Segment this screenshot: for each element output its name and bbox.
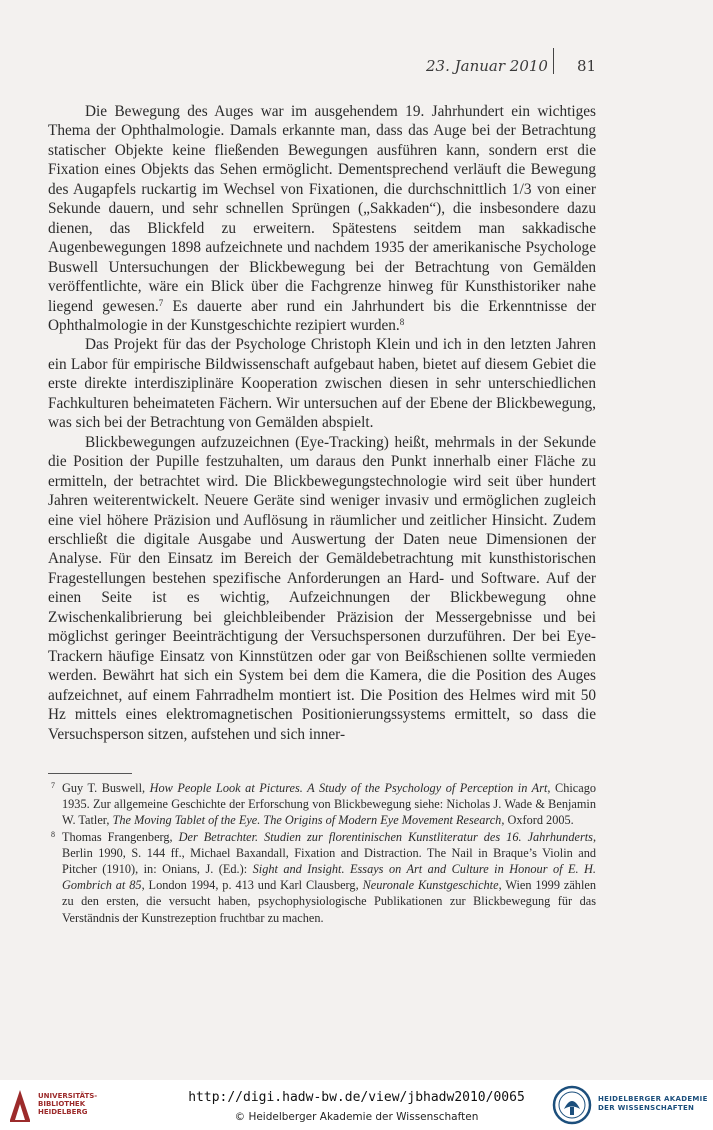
- footnotes: [48, 780, 596, 926]
- footnote-number: 8: [51, 829, 55, 839]
- footnote-8: 8 Thomas Frangenberg, Der Betrachter. Studien zur florentinischen Kunstliteratur des 16. Jahrhunderts, Berlin 1990, S. 144 ff., Michael Baxandall, Fixation and Distraction. The Nail in Braque’s Violin and Pitcher (1910), in: Onians, J. (Ed.): Sight and Insight. Essays on Art and Culture in Honour of E. H. Gombrich at 85, London 1994, p. 413 und Karl Clausberg, Neuronale Kunstgeschichte, Wien 1999 zählen zu den ersten, die versucht haben, psychophysiologische Publikationen zur Blickbewegung für das Verständnis der Kunstrezeption fruchtbar zu machen.: [48, 829, 596, 926]
- header-divider: [553, 48, 554, 74]
- footnote-separator: [48, 773, 132, 774]
- paragraph-2: Das Projekt für das der Psychologe Christoph Klein und ich in den letzten Jahren ein Labor für empirische Bildwissenschaft aufgebaut haben, bietet auf diesem Gebiet die erste direkte interdisziplinäre Kooperation zwischen diesen in sehr unterschiedlichen Fachkulturen beheimateten Fächern. Wir untersuchen auf der Ebene der Blickbewegung, was sich bei der Betrachtung von Gemälden abspielt.: [48, 336, 596, 432]
- page-number: 81: [577, 57, 597, 75]
- footnote-ref-7[interactable]: 7: [158, 297, 164, 308]
- footnote-7: 7 Guy T. Buswell, How People Look at Pictures. A Study of the Psychology of Perception in Art, Chicago 1935. Zur allgemeine Geschichte der Erforschung von Blickbewegung siehe: Nicholas J. Wade & Benjamin W. Tatler, The Moving Tablet of the Eye. The Origins of Modern Eye Movement Research, Oxford 2005.: [48, 780, 596, 829]
- footnote-number: 7: [51, 781, 55, 790]
- academy-name[interactable]: HEIDELBERGER AKADEMIE DER WISSENSCHAFTEN: [598, 1095, 708, 1112]
- running-header-date: 23. Januar 2010: [426, 57, 548, 75]
- viewer-footer: [0, 1080, 713, 1130]
- paragraph-1: Die Bewegung des Auges war im ausgehendem 19. Jahrhundert ein wichtiges Thema der Ophthalmologie. Damals erkannte man, dass das Auge bei der Betrachtung statischer Objekte keine fließenden Bewegungen ausführen kann, sondern erst die Fixation eines Objekts das Sehen ermöglicht. Dementsprechend verläuft die Bewegung des Augapfels ruckartig im Wechsel von Fixationen, die durchschnittlich 1/3 von einer Sekunde dauern, und sehr schnellen Sprüngen („Sakkaden“), die insbesondere dazu dienen, das Blickfeld zu erweitern. Spätestens seitdem man sakkadische Augenbewegungen 1898 aufzeichnete und nachdem 1935 der amerikanische Psychologe Buswell Untersuchungen der Blickbewegung bei der Betrachtung von Gemälden veröffentlichte, wäre ein Blick über die Fachgrenze hinweg für Kunsthistoriker nahe liegend gewesen.$^7$ Es dauerte aber rund ein Jahrhundert bis die Erkenntnisse der Ophthalmologie in der Kunstgeschichte rezipiert wurden.$^8$: [48, 103, 596, 334]
- permalink-url[interactable]: http://digi.hadw-bw.de/view/jbhadw2010/0065: [188, 1090, 525, 1105]
- academy-seal-icon[interactable]: [552, 1085, 592, 1125]
- library-name[interactable]: UNIVERSITÄTS- BIBLIOTHEK HEIDELBERG: [38, 1092, 98, 1116]
- paragraph-3: Blickbewegungen aufzuzeichnen (Eye-Tracking) heißt, mehrmals in der Sekunde die Position der Pupille festzuhalten, um daraus den Punkt innerhalb einer Fläche zu ermitteln, der betrachtet wird. Die Blickbewegungstechnologie wird seit über hundert Jahren weiterentwickelt. Neuere Geräte sind weniger invasiv und ermöglichen zugleich eine viel höhere Präzision und Auflösung in räumlicher und zeitlicher Hinsicht. Zudem erschließt die digitale Ausgabe und Auswertung der Daten neue Dimensionen der Analyse. Für den Einsatz im Bereich der Gemäldebetrachtung mit kunsthistorischen Fragestellungen bestehen spezifische Anforderungen an Hard- und Software. Auf der einen Seite ist es wichtig, Aufzeichnungen der Blickbewegung ohne Zwischenkalibrierung bei gleichbleibender Präzision der Messergebnisse und bei möglichst geringer Beeinträchtigung der Versuchspersonen durzuführen. Der bei Eye-Trackern häufige Einsatz von Kinnstützen oder gar von Beißschienen sollte vermieden werden. Bewährt hat sich ein System bei dem die Kamera, die die Position des Auges aufzeichnet, auf einem Fahrradhelm montiert ist. Die Position des Helmes wird mit 50 Hz mittels eines elektromagnetischen Positionierungssystems ermittelt, so dass die Versuchsperson sitzen, aufstehen und sich inner-: [48, 433, 596, 743]
- footnote-ref-8[interactable]: 8: [399, 316, 405, 327]
- main-text: [48, 102, 596, 744]
- copyright-notice: © Heidelberger Akademie der Wissenschaften: [234, 1111, 479, 1123]
